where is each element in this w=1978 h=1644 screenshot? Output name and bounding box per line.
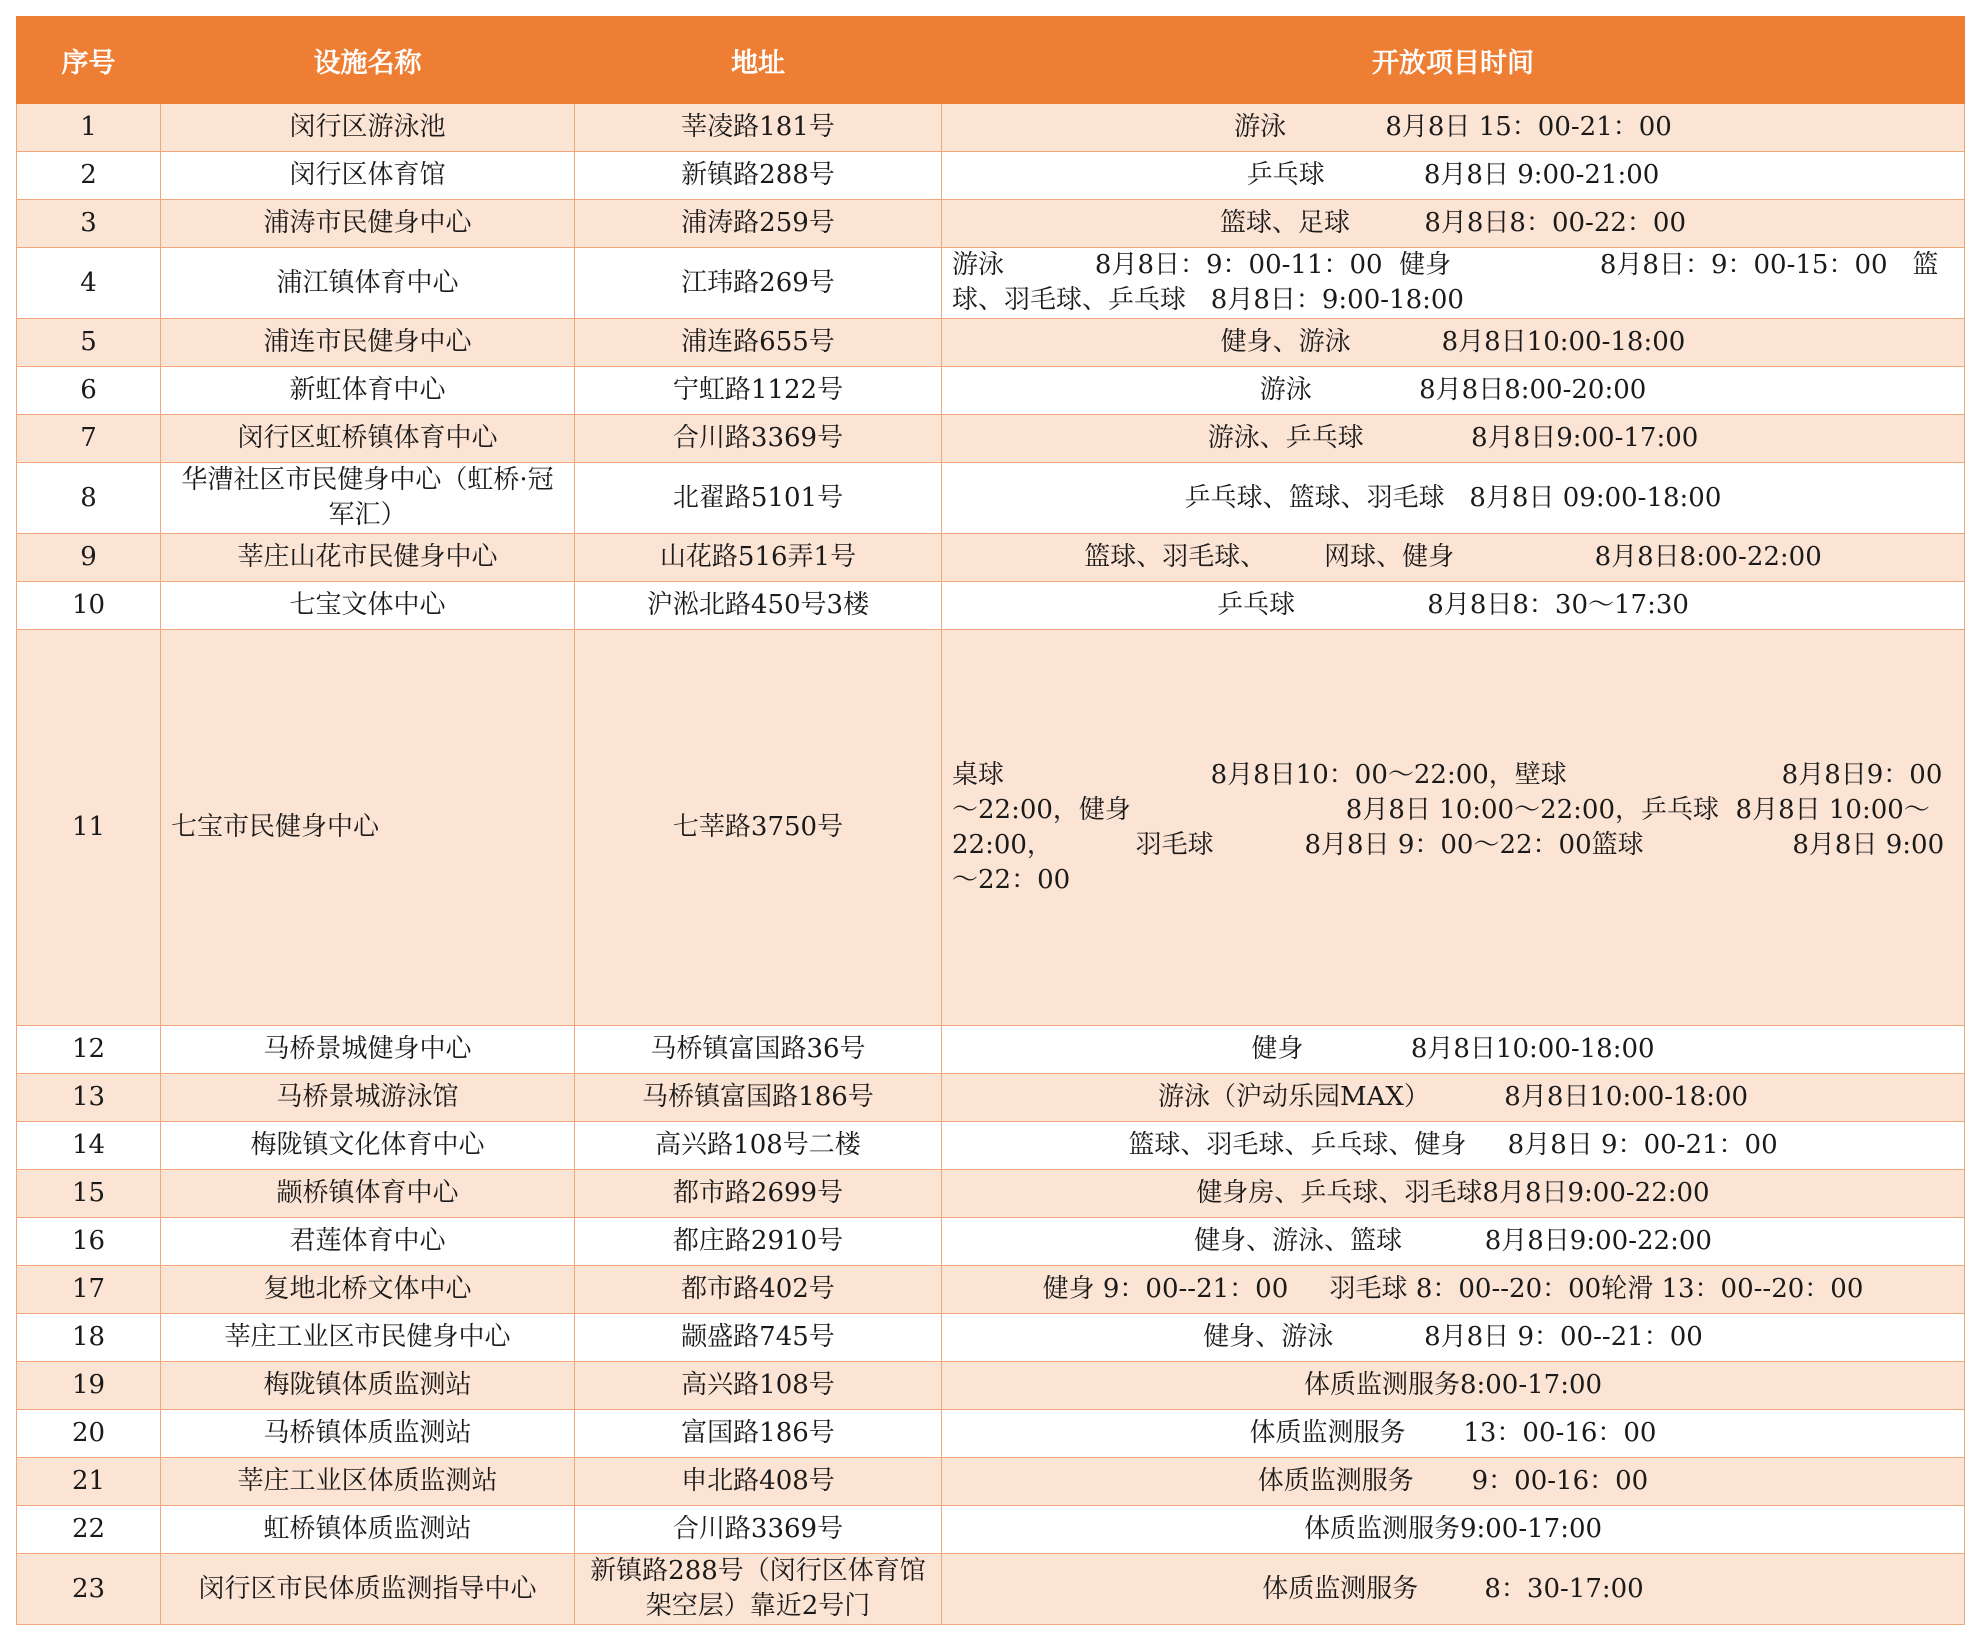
cell-open-times: 体质监测服务8:00-17:00 bbox=[942, 1362, 1965, 1410]
cell-open-times: 游泳 8月8日8:00-20:00 bbox=[942, 367, 1965, 415]
cell-open-times: 健身、游泳、篮球 8月8日9:00-22:00 bbox=[942, 1218, 1965, 1266]
cell-address: 申北路408号 bbox=[575, 1458, 942, 1506]
table-row bbox=[17, 1410, 1965, 1458]
cell-open-times: 篮球、羽毛球、乒乓球、健身 8月8日 9：00-21：00 bbox=[942, 1122, 1965, 1170]
header-row bbox=[17, 17, 1965, 104]
cell-address: 新镇路288号（闵行区体育馆架空层）靠近2号门 bbox=[575, 1554, 942, 1625]
cell-facility-name: 浦江镇体育中心 bbox=[161, 248, 575, 319]
cell-open-times: 健身、游泳 8月8日10:00-18:00 bbox=[942, 319, 1965, 367]
cell-facility-name: 闵行区游泳池 bbox=[161, 104, 575, 152]
table-row bbox=[17, 1554, 1965, 1625]
table-row bbox=[17, 1506, 1965, 1554]
cell-address: 合川路3369号 bbox=[575, 415, 942, 463]
cell-facility-name: 莘庄工业区体质监测站 bbox=[161, 1458, 575, 1506]
cell-open-times: 游泳（沪动乐园MAX） 8月8日10:00-18:00 bbox=[942, 1074, 1965, 1122]
table-row bbox=[17, 1314, 1965, 1362]
cell-index: 16 bbox=[17, 1218, 161, 1266]
cell-index: 22 bbox=[17, 1506, 161, 1554]
cell-index: 8 bbox=[17, 463, 161, 534]
cell-facility-name: 颛桥镇体育中心 bbox=[161, 1170, 575, 1218]
header-open-times: 开放项目时间 bbox=[942, 17, 1965, 104]
cell-facility-name: 莘庄山花市民健身中心 bbox=[161, 534, 575, 582]
cell-facility-name: 马桥景城健身中心 bbox=[161, 1026, 575, 1074]
cell-index: 15 bbox=[17, 1170, 161, 1218]
cell-index: 5 bbox=[17, 319, 161, 367]
cell-facility-name: 华漕社区市民健身中心（虹桥·冠军汇） bbox=[161, 463, 575, 534]
cell-index: 6 bbox=[17, 367, 161, 415]
table-row bbox=[17, 1266, 1965, 1314]
table-row bbox=[17, 1218, 1965, 1266]
cell-index: 21 bbox=[17, 1458, 161, 1506]
cell-facility-name: 浦连市民健身中心 bbox=[161, 319, 575, 367]
table-body bbox=[17, 104, 1965, 1625]
cell-open-times: 乒乓球 8月8日8：30～17:30 bbox=[942, 582, 1965, 630]
cell-open-times: 健身房、乒乓球、羽毛球8月8日9:00-22:00 bbox=[942, 1170, 1965, 1218]
table-row bbox=[17, 415, 1965, 463]
table-row bbox=[17, 1122, 1965, 1170]
cell-facility-name: 梅陇镇体质监测站 bbox=[161, 1362, 575, 1410]
cell-address: 北翟路5101号 bbox=[575, 463, 942, 534]
cell-index: 11 bbox=[17, 630, 161, 1026]
cell-facility-name: 闵行区市民体质监测指导中心 bbox=[161, 1554, 575, 1625]
cell-facility-name: 君莲体育中心 bbox=[161, 1218, 575, 1266]
cell-index: 18 bbox=[17, 1314, 161, 1362]
cell-facility-name: 马桥景城游泳馆 bbox=[161, 1074, 575, 1122]
cell-open-times: 游泳 8月8日 15：00-21：00 bbox=[942, 104, 1965, 152]
table-row bbox=[17, 534, 1965, 582]
cell-index: 23 bbox=[17, 1554, 161, 1625]
table-row bbox=[17, 367, 1965, 415]
facility-table-container bbox=[16, 16, 1964, 1625]
cell-facility-name: 马桥镇体质监测站 bbox=[161, 1410, 575, 1458]
cell-facility-name: 梅陇镇文化体育中心 bbox=[161, 1122, 575, 1170]
cell-open-times: 健身、游泳 8月8日 9：00--21：00 bbox=[942, 1314, 1965, 1362]
cell-address: 浦涛路259号 bbox=[575, 200, 942, 248]
cell-index: 3 bbox=[17, 200, 161, 248]
cell-address: 高兴路108号 bbox=[575, 1362, 942, 1410]
cell-address: 七莘路3750号 bbox=[575, 630, 942, 1026]
cell-facility-name: 闵行区体育馆 bbox=[161, 152, 575, 200]
cell-index: 12 bbox=[17, 1026, 161, 1074]
cell-open-times: 游泳、乒乓球 8月8日9:00-17:00 bbox=[942, 415, 1965, 463]
cell-address: 颛盛路745号 bbox=[575, 1314, 942, 1362]
cell-open-times: 桌球 8月8日10：00～22:00，壁球 8月8日9：00～22:00，健身 8月8日 10:00～22:00，乒乓球 8月8日 10:00～22:00， 羽毛球 8月8日 9：00～22：00篮球 8月8日 9:00～22：00 bbox=[942, 630, 1965, 1026]
facility-table bbox=[16, 16, 1965, 1625]
cell-open-times: 篮球、足球 8月8日8：00-22：00 bbox=[942, 200, 1965, 248]
cell-index: 14 bbox=[17, 1122, 161, 1170]
cell-index: 17 bbox=[17, 1266, 161, 1314]
table-row bbox=[17, 152, 1965, 200]
table-row bbox=[17, 1026, 1965, 1074]
cell-address: 江玮路269号 bbox=[575, 248, 942, 319]
cell-address: 山花路516弄1号 bbox=[575, 534, 942, 582]
cell-facility-name: 虹桥镇体质监测站 bbox=[161, 1506, 575, 1554]
cell-address: 宁虹路1122号 bbox=[575, 367, 942, 415]
cell-address: 都市路2699号 bbox=[575, 1170, 942, 1218]
cell-address: 高兴路108号二楼 bbox=[575, 1122, 942, 1170]
table-row bbox=[17, 200, 1965, 248]
cell-address: 富国路186号 bbox=[575, 1410, 942, 1458]
cell-address: 马桥镇富国路186号 bbox=[575, 1074, 942, 1122]
cell-open-times: 游泳 8月8日：9：00-11：00 健身 8月8日：9：00-15：00 篮球、羽毛球、乒乓球 8月8日：9:00-18:00 bbox=[942, 248, 1965, 319]
table-row bbox=[17, 1362, 1965, 1410]
cell-index: 13 bbox=[17, 1074, 161, 1122]
table-row bbox=[17, 104, 1965, 152]
cell-address: 合川路3369号 bbox=[575, 1506, 942, 1554]
cell-address: 新镇路288号 bbox=[575, 152, 942, 200]
cell-open-times: 体质监测服务9:00-17:00 bbox=[942, 1506, 1965, 1554]
header-index: 序号 bbox=[17, 17, 161, 104]
table-header bbox=[17, 17, 1965, 104]
cell-index: 2 bbox=[17, 152, 161, 200]
cell-address: 都市路402号 bbox=[575, 1266, 942, 1314]
cell-index: 20 bbox=[17, 1410, 161, 1458]
cell-facility-name: 莘庄工业区市民健身中心 bbox=[161, 1314, 575, 1362]
cell-open-times: 健身 8月8日10:00-18:00 bbox=[942, 1026, 1965, 1074]
cell-address: 莘凌路181号 bbox=[575, 104, 942, 152]
table-row bbox=[17, 582, 1965, 630]
cell-facility-name: 新虹体育中心 bbox=[161, 367, 575, 415]
cell-index: 1 bbox=[17, 104, 161, 152]
table-row bbox=[17, 1170, 1965, 1218]
cell-open-times: 体质监测服务 9：00-16：00 bbox=[942, 1458, 1965, 1506]
cell-index: 9 bbox=[17, 534, 161, 582]
cell-address: 浦连路655号 bbox=[575, 319, 942, 367]
table-row bbox=[17, 1458, 1965, 1506]
table-row bbox=[17, 319, 1965, 367]
header-facility-name: 设施名称 bbox=[161, 17, 575, 104]
header-address: 地址 bbox=[575, 17, 942, 104]
cell-open-times: 体质监测服务 8：30-17:00 bbox=[942, 1554, 1965, 1625]
cell-open-times: 乒乓球、篮球、羽毛球 8月8日 09:00-18:00 bbox=[942, 463, 1965, 534]
cell-open-times: 体质监测服务 13：00-16：00 bbox=[942, 1410, 1965, 1458]
cell-facility-name: 浦涛市民健身中心 bbox=[161, 200, 575, 248]
cell-address: 马桥镇富国路36号 bbox=[575, 1026, 942, 1074]
table-row bbox=[17, 1074, 1965, 1122]
cell-index: 7 bbox=[17, 415, 161, 463]
cell-address: 沪淞北路450号3楼 bbox=[575, 582, 942, 630]
table-row bbox=[17, 630, 1965, 1026]
cell-open-times: 乒乓球 8月8日 9:00-21:00 bbox=[942, 152, 1965, 200]
cell-index: 4 bbox=[17, 248, 161, 319]
cell-facility-name: 七宝文体中心 bbox=[161, 582, 575, 630]
cell-index: 10 bbox=[17, 582, 161, 630]
cell-facility-name: 闵行区虹桥镇体育中心 bbox=[161, 415, 575, 463]
cell-facility-name: 复地北桥文体中心 bbox=[161, 1266, 575, 1314]
cell-facility-name: 七宝市民健身中心 bbox=[161, 630, 575, 1026]
table-row bbox=[17, 463, 1965, 534]
cell-open-times: 健身 9：00--21：00 羽毛球 8：00--20：00轮滑 13：00--20：00 bbox=[942, 1266, 1965, 1314]
cell-open-times: 篮球、羽毛球、 网球、健身 8月8日8:00-22:00 bbox=[942, 534, 1965, 582]
cell-index: 19 bbox=[17, 1362, 161, 1410]
table-row bbox=[17, 248, 1965, 319]
cell-address: 都庄路2910号 bbox=[575, 1218, 942, 1266]
